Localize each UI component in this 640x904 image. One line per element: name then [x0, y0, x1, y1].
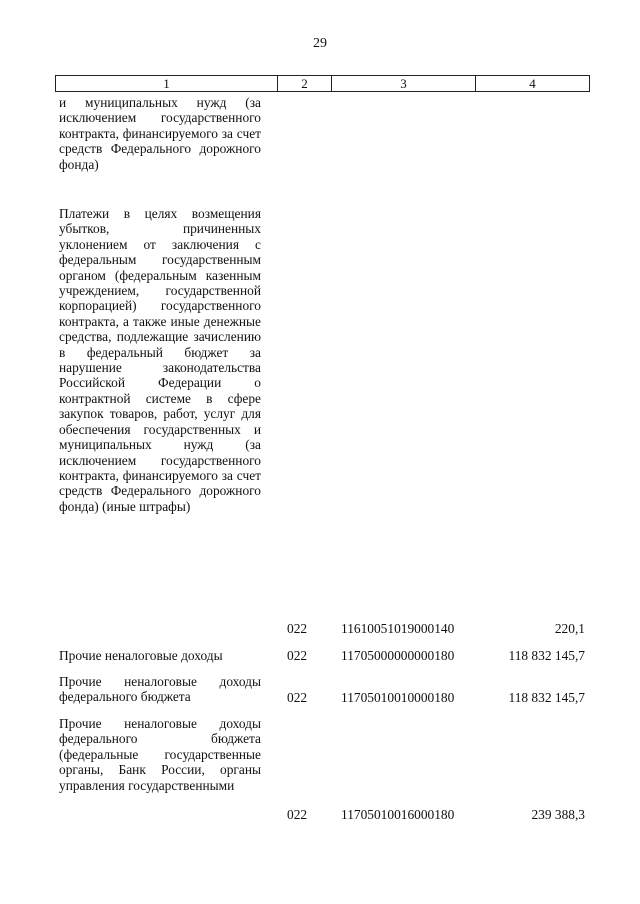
- row-code: 022: [287, 690, 308, 705]
- row-sum: 220,1: [554, 621, 585, 636]
- header-col-1: 1: [56, 76, 278, 92]
- row-description: Платежи в целях возмещения убытков, причиненных уклонением от заключения с федеральным государственным органом (федеральным казенным учреждением, государственной корпорацией) государственного контракта, а также иные денежные средства, подлежащие зачислению в федеральный бюджет за нарушение законодательства Российской Федерации о контрактной системе в сфере закупок товаров, работ, услуг для обеспечения государственных и муниципальных нужд (за исключением государственного контракта, финансируемого за счет средств Федерального дорожного фонда) (иные штрафы): [59, 206, 261, 514]
- row-kbk: 11705000000000180: [341, 648, 455, 663]
- row-sum: 118 832 145,7: [508, 690, 585, 705]
- row-code: 022: [287, 807, 308, 822]
- row-kbk: 11705010016000180: [341, 807, 455, 822]
- table-row: [59, 716, 589, 826]
- row-description: и муниципальных нужд (за исключением государственного контракта, финансируемого за счет средств Федерального дорожного фонда): [59, 95, 261, 172]
- page-number: 29: [313, 36, 327, 51]
- row-description: Прочие неналоговые доходы федерального бюджета: [59, 674, 261, 705]
- row-code: 022: [287, 621, 308, 636]
- table-row: [59, 648, 589, 664]
- table-row: [59, 95, 589, 187]
- header-col-2: 2: [278, 76, 332, 92]
- row-description: Прочие неналоговые доходы: [59, 648, 223, 663]
- table-row: [59, 674, 589, 706]
- row-description: Прочие неналоговые доходы федерального бюджета (федеральные государственные органы, Банк России, органы управления государственными: [59, 716, 261, 793]
- table-header: [55, 75, 590, 92]
- row-kbk: 11705010010000180: [341, 690, 455, 705]
- header-col-3: 3: [332, 76, 476, 92]
- row-kbk: 11610051019000140: [341, 621, 455, 636]
- table-row: [59, 206, 589, 638]
- row-sum: 118 832 145,7: [508, 648, 585, 663]
- header-col-4: 4: [476, 76, 590, 92]
- row-sum: 239 388,3: [531, 807, 585, 822]
- row-code: 022: [287, 648, 308, 663]
